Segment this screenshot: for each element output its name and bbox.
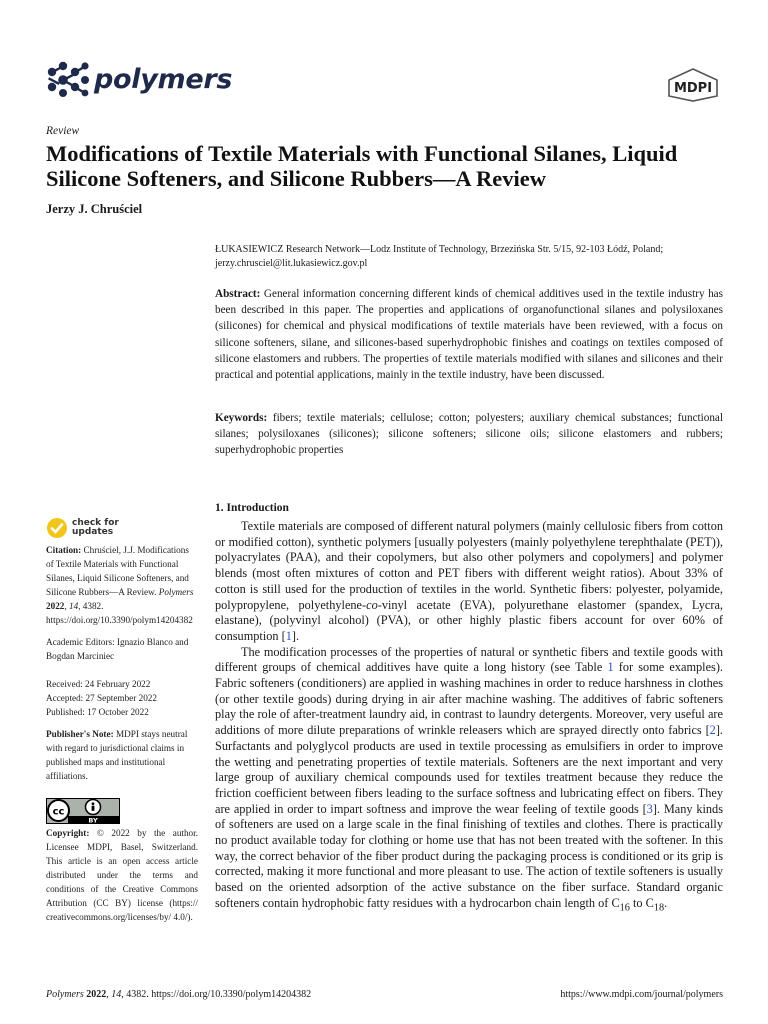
affiliation <box>215 243 725 271</box>
article-type: Review <box>46 125 80 137</box>
paragraph-1: Textile materials are composed of different natural polymers (mainly cellulosic fibers from cotton or modified cotton), synthetic polymers [usually polyesters (mainly polyethylene terephthalate (PET)), polyacrylates (PAA), and their copolymers, but also other polymers and copolymers] and polymer blends (most often mixtures of cotton and PET fibers with different weight ratios). About 33% of cotton is still used for the production of textiles in the world. Synthetic fibers: polyester, polyamide, polypropylene, polyethylene-co-vinyl acetate (EVA), polyurethane elastomer (spandex, Lycra, elastane), (polyvinyl alcohol) (PVA), or other highly plastic fibers account for over 60% of consumption [1]. <box>215 519 723 643</box>
academic-editors: Academic Editors: Ignazio Blanco and Bogdan Marciniec <box>46 637 189 661</box>
abstract-label: Abstract: <box>215 288 261 300</box>
abstract-text: General information concerning different kinds of chemical additives used in the textile industry has been described in this paper. The properties and applications of organofunctional silanes and polysiloxanes (silicones) for chemical and physical modifications of textile materials have been reviewed, with a focus on silicone softeners, silane, and silicones-based superhydrophobic finishes and coatings on textiles composed of silicone elastomers and rubbers. The properties of textile materials modified with silanes and silicones and their practical and potential applications, mainly in the textile industry, have been discussed. <box>215 288 723 382</box>
keywords-label: Keywords: <box>215 412 268 424</box>
svg-text:cc: cc <box>52 806 65 818</box>
check-updates-line2: updates <box>72 527 114 537</box>
citation-doi[interactable]: , 4382. https://doi.org/10.3390/polym14204382 <box>46 601 193 625</box>
affiliation-address: ŁUKASIEWICZ Research Network—Lodz Institute of Technology, Brzezińska Str. 5/15, 92-103 Łódź, Poland; <box>215 244 664 255</box>
journal-logo[interactable] <box>46 60 232 98</box>
reference-link[interactable]: 2 <box>709 723 716 738</box>
check-updates-icon <box>46 517 68 539</box>
keywords-text: fibers; textile materials; cellulose; cotton; polyesters; auxiliary chemical substances; functional silanes; polysiloxanes (silicones); silicone softeners; silicone oils; silicone elastomers and rubbers; superhydrophobic properties <box>215 412 724 457</box>
publication-dates <box>46 677 198 719</box>
published-date: Published: 17 October 2022 <box>46 707 149 717</box>
check-for-updates-badge[interactable] <box>46 517 119 539</box>
page-footer <box>46 989 723 1000</box>
footer-citation[interactable]: Polymers 2022, 14, 4382. https://doi.org/10.3390/polym14204382 <box>46 989 312 1000</box>
cc-by-license-icon[interactable] <box>46 798 120 824</box>
citation-block: Citation: Chruściel, J.J. Modifications of Textile Materials with Functional Silanes, Liquid Silicone Softeners, and Silicone Rubbers—A Review. Polymers 2022, 14, 4382. https://doi.org/10.3390/polym14204382 <box>46 545 194 625</box>
section-heading: 1. Introduction <box>215 502 289 514</box>
paragraph-2: The modification processes of the properties of natural or synthetic fibers and textile goods with different groups of chemical additives have quite a long history (see Table 1 for some examples). Fabric softeners (conditioners) are applied in washing machines in order to reduce harshness in clothes (or other textile goods) during drying in air after machine washing. The additives of fabric softeners play the role of after-treatment laundry aid, in contrast to laundry detergents. Moreover, very useful are additions of more dilute preparations of wrinkle releasers which are sprayed directly onto fabrics [2]. Surfactants and polyglycol products are used in textile processing as emulsifiers in order to improve the wetting and penetrating properties of textile materials. Softeners are the next important and very large group of auxiliary chemical compounds used for textiles treatment because they reduce the friction coefficient between fibers leading to the surface softness and lubricating effect on fibers. They are applied in order to impart softness and improve the wear feeling of textile goods [3]. Many kinds of softeners are used on a large scale in the final finishing of textiles and clothes. There is practically no product available today for clothing or home use that has not been treated with the softener. In this way, the correct behavior of the fiber product during the packaging process is conditioned or its grip is corrected, making it more functional and more pleasant to use. The action of textile softeners is usually based on the oriented adsorption of the active substance on the fiber surface. Standard organic softeners contain hydrophobic fatty residues with a hydrocarbon chain length of $C_{16}$ to $C_{18}$. <box>215 644 723 914</box>
mdpi-text: MDPI <box>673 81 713 96</box>
keywords <box>215 410 723 459</box>
check-updates-line1: check for <box>72 517 119 528</box>
reference-link[interactable]: 3 <box>646 801 653 816</box>
table-link[interactable]: 1 <box>607 660 614 675</box>
cc-badge-label: BY <box>88 816 98 824</box>
author-email[interactable]: jerzy.chrusciel@lit.lukasiewicz.gov.pl <box>215 258 368 269</box>
reference-link[interactable]: 1 <box>285 628 292 643</box>
copyright-block: Copyright: © 2022 by the author. Licensee MDPI, Basel, Switzerland. This article is an open access article distributed under the terms and conditions of the Creative Commons Attribution (CC BY) license (https:// creativecommons.org/licenses/by/ 4.0/). <box>46 828 198 922</box>
article-title: Modifications of Textile Materials with Functional Silanes, Liquid Silicone Softeners, and Silicone Rubbers—A Review <box>46 141 678 191</box>
journal-name: polymers <box>94 63 233 95</box>
article-author[interactable]: Jerzy J. Chruściel <box>46 202 143 216</box>
footer-journal-url[interactable]: https://www.mdpi.com/journal/polymers <box>560 989 723 1000</box>
received-date: Received: 24 February 2022 <box>46 679 151 689</box>
abstract <box>215 286 723 383</box>
accepted-date: Accepted: 27 September 2022 <box>46 693 157 703</box>
introduction-body <box>215 519 723 916</box>
publisher-note: Publisher's Note: MDPI stays neutral with regard to jurisdictional claims in published maps and institutional affiliations. <box>46 729 188 781</box>
polymers-molecule-icon <box>46 60 90 98</box>
mdpi-logo-icon[interactable] <box>666 68 720 102</box>
